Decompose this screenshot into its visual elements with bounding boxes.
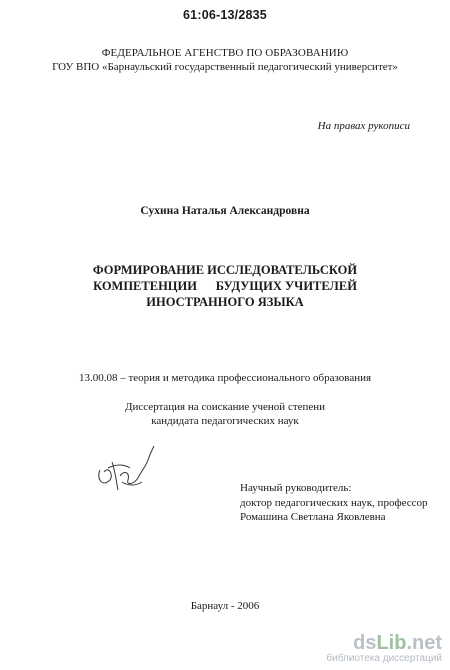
author-name: Сухина Наталья Александровна [140, 205, 310, 217]
university-name: ГОУ ВПО «Барнаульский государственный педагогический университет» [52, 61, 398, 73]
degree-line: Диссертация на соискание ученой степени [124, 401, 326, 413]
title-line: КОМПЕТЕНЦИИ БУДУЩИХ УЧИТЕЛЕЙ [93, 279, 357, 293]
degree-line: кандидата педагогических наук [151, 415, 299, 427]
watermark-logo-lib: Lib [376, 632, 407, 654]
watermark-subtitle: библиотека диссертаций [326, 653, 442, 664]
dslib-watermark [326, 633, 442, 664]
degree-statement [0, 400, 450, 428]
watermark-logo-prefix: ds [353, 632, 377, 654]
watermark-logo-suffix: .net [406, 632, 442, 654]
rights-note: На правах рукописи [317, 120, 410, 132]
specialty-code: 13.00.08 – теория и методика профессионального образования [78, 372, 372, 384]
supervisor-line: доктор педагогических наук, профессор [240, 496, 428, 509]
title-line: ФОРМИРОВАНИЕ ИССЛЕДОВАТЕЛЬСКОЙ [92, 263, 358, 277]
agency-name: ФЕДЕРАЛЬНОЕ АГЕНСТВО ПО ОБРАЗОВАНИЮ [101, 47, 349, 59]
supervisor-line: Научный руководитель: [240, 482, 352, 494]
supervisor-line: Ромашина Светлана Яковлевна [240, 511, 386, 523]
handwritten-signature [82, 440, 172, 500]
city-year: Барнаул - 2006 [190, 600, 260, 612]
archive-code: 61:06-13/2835 [183, 8, 267, 22]
watermark-logo [326, 633, 442, 653]
title-line: ИНОСТРАННОГО ЯЗЫКА [146, 295, 304, 309]
supervisor-block [240, 481, 428, 525]
dissertation-title [0, 262, 450, 310]
